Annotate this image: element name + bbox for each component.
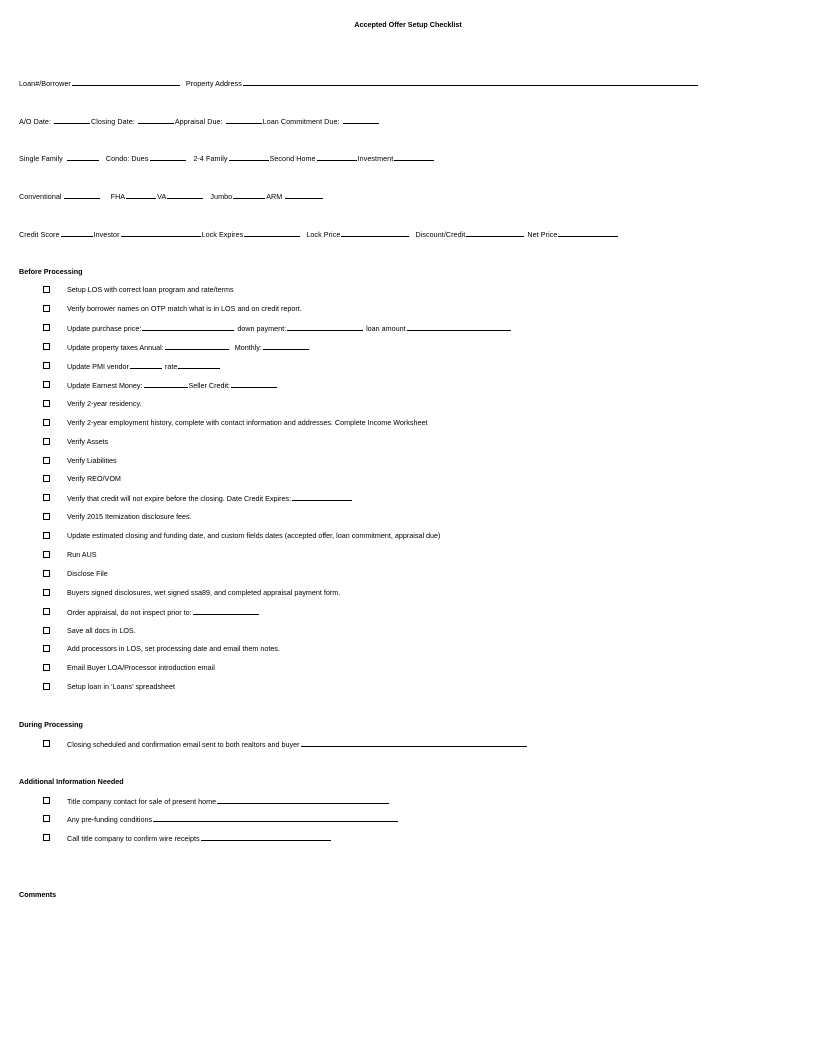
pmi-rate-label: rate: [164, 362, 178, 371]
closing-scheduled-field[interactable]: [301, 739, 527, 747]
loan-amount-label: loan amount: [366, 324, 406, 333]
checklist-item-pmi: [67, 361, 221, 371]
down-payment-label: down payment:: [237, 324, 287, 333]
pre-funding-field[interactable]: [153, 814, 398, 822]
checklist-item-closing-funding-dates: Update estimated closing and funding date, and custom fields dates (accepted offer, loan commitment, appraisal due): [67, 531, 441, 540]
seller-credit-field[interactable]: [231, 380, 277, 388]
checklist-item-order-appraisal: [67, 607, 260, 617]
order-appraisal-field[interactable]: [193, 607, 259, 615]
checkbox[interactable]: [43, 305, 50, 312]
checklist-item-update-purchase: [67, 323, 512, 333]
property-address-label: Property Address: [185, 79, 242, 88]
credit-expiry-field[interactable]: [292, 493, 352, 501]
checkbox[interactable]: [43, 419, 50, 426]
va-field[interactable]: [167, 191, 203, 199]
wire-receipts-label: Call title company to confirm wire receipts: [67, 834, 200, 843]
arm-label: ARM: [266, 192, 283, 201]
arm-field[interactable]: [285, 191, 323, 199]
checkbox[interactable]: [43, 438, 50, 445]
jumbo-label: Jumbo: [210, 192, 233, 201]
checkbox[interactable]: [43, 645, 50, 652]
condo-dues-field[interactable]: [150, 153, 186, 161]
credit-expiry-label: Verify that credit will not expire before the closing. Date Credit Expires:: [67, 494, 292, 503]
checkbox[interactable]: [43, 740, 50, 747]
earnest-money-label: Update Earnest Money:: [67, 381, 143, 390]
checkbox[interactable]: [43, 627, 50, 634]
pricing-row: [19, 229, 619, 239]
pmi-vendor-field[interactable]: [130, 361, 162, 369]
family-2-4-label: 2-4 Family: [193, 154, 228, 163]
checklist-item-run-aus: Run AUS: [67, 550, 97, 559]
single-family-label: Single Family: [19, 154, 63, 163]
discount-credit-field[interactable]: [466, 229, 524, 237]
appraisal-due-field[interactable]: [226, 116, 262, 124]
checkbox[interactable]: [43, 362, 50, 369]
lock-price-field[interactable]: [341, 229, 409, 237]
net-price-label: Net Price: [527, 230, 558, 239]
loan-borrower-label: Loan#/Borrower: [19, 79, 71, 88]
checkbox[interactable]: [43, 532, 50, 539]
down-payment-field[interactable]: [287, 323, 363, 331]
page-title: Accepted Offer Setup Checklist: [354, 20, 462, 29]
closing-date-field[interactable]: [138, 116, 174, 124]
checklist-item-residency: Verify 2-year residency.: [67, 399, 142, 408]
second-home-field[interactable]: [317, 153, 357, 161]
checklist-item-liabilities: Verify Liabilities: [67, 456, 117, 465]
checkbox[interactable]: [43, 589, 50, 596]
checklist-item-itemization: Verify 2015 Itemization disclosure fees.: [67, 512, 192, 521]
checkbox[interactable]: [43, 608, 50, 615]
title-contact-label: Title company contact for sale of present home: [67, 797, 217, 806]
checkbox[interactable]: [43, 570, 50, 577]
checkbox[interactable]: [43, 457, 50, 464]
taxes-monthly-field[interactable]: [263, 342, 309, 350]
pmi-vendor-label: Update PMI vendor: [67, 362, 129, 371]
property-type-row: [19, 153, 435, 163]
purchase-price-label: Update purchase price:: [67, 324, 142, 333]
credit-score-field[interactable]: [61, 229, 93, 237]
additional-info-heading: Additional Information Needed: [19, 777, 124, 786]
checklist-item-property-taxes: [67, 342, 310, 352]
conventional-field[interactable]: [64, 191, 100, 199]
checkbox[interactable]: [43, 381, 50, 388]
single-family-field[interactable]: [67, 153, 99, 161]
checklist-item-verify-names: Verify borrower names on OTP match what is in LOS and on credit report.: [67, 304, 302, 313]
checkbox[interactable]: [43, 286, 50, 293]
jumbo-field[interactable]: [233, 191, 265, 199]
investment-label: Investment: [357, 154, 394, 163]
checklist-item-signed-disclosures: Buyers signed disclosures, wet signed ssa89, and completed appraisal payment form.: [67, 588, 341, 597]
taxes-annual-label: Update property taxes Annual:: [67, 343, 164, 352]
checkbox[interactable]: [43, 513, 50, 520]
checklist-item-pre-funding: [67, 814, 399, 824]
checkbox[interactable]: [43, 475, 50, 482]
checkbox[interactable]: [43, 494, 50, 501]
pre-funding-label: Any pre-funding conditions: [67, 815, 153, 824]
checklist-item-setup-los: Setup LOS with correct loan program and rate/terms: [67, 285, 234, 294]
checkbox[interactable]: [43, 815, 50, 822]
wire-receipts-field[interactable]: [201, 833, 331, 841]
before-processing-heading: Before Processing: [19, 267, 83, 276]
fha-field[interactable]: [126, 191, 156, 199]
checklist-item-disclose-file: Disclose File: [67, 569, 108, 578]
investor-field[interactable]: [121, 229, 201, 237]
loan-commitment-field[interactable]: [343, 116, 379, 124]
checkbox[interactable]: [43, 324, 50, 331]
checklist-item-setup-spreadsheet: Setup loan in ‘Loans’ spreadsheet: [67, 682, 176, 691]
checklist-item-email-buyer: Email Buyer LOA/Processor introduction email: [67, 663, 215, 672]
lock-expires-label: Lock Expires: [201, 230, 244, 239]
loan-borrower-row: [19, 78, 699, 88]
loan-amount-field[interactable]: [407, 323, 511, 331]
taxes-annual-field[interactable]: [165, 342, 229, 350]
checklist-item-closing-scheduled: [67, 739, 528, 749]
family-2-4-field[interactable]: [229, 153, 269, 161]
second-home-label: Second Home: [269, 154, 316, 163]
checkbox[interactable]: [43, 400, 50, 407]
dates-row: [19, 116, 380, 126]
comments-heading: Comments: [19, 890, 57, 899]
earnest-money-field[interactable]: [144, 380, 188, 388]
lock-price-label: Lock Price: [306, 230, 341, 239]
closing-scheduled-label: Closing scheduled and confirmation email sent to both realtors and buyer: [67, 740, 300, 749]
net-price-field[interactable]: [558, 229, 618, 237]
lock-expires-field[interactable]: [244, 229, 300, 237]
during-processing-heading: During Processing: [19, 720, 83, 729]
investor-label: Investor: [93, 230, 120, 239]
checklist-item-reo-vom: Verify REO/VOM: [67, 474, 121, 483]
checklist-item-assets: Verify Assets: [67, 437, 109, 446]
condo-dues-label: Condo: Dues: [105, 154, 149, 163]
closing-date-label: Closing Date:: [91, 117, 135, 126]
taxes-monthly-label: Monthly:: [234, 343, 262, 352]
conventional-label: Conventional: [19, 192, 62, 201]
checklist-item-wire-receipts: [67, 833, 332, 843]
checkbox[interactable]: [43, 343, 50, 350]
checklist-item-add-processors: Add processors in LOS, set processing date and email them notes.: [67, 644, 280, 653]
checklist-item-credit-expiry: [67, 493, 353, 503]
loan-commitment-label: Loan Commitment Due:: [262, 117, 340, 126]
property-address-field[interactable]: [243, 78, 698, 86]
checkbox[interactable]: [43, 834, 50, 841]
va-label: VA: [157, 192, 167, 201]
checkbox[interactable]: [43, 683, 50, 690]
investment-field[interactable]: [394, 153, 434, 161]
checklist-item-save-docs: Save all docs in LOS.: [67, 626, 136, 635]
checklist-item-earnest-money: [67, 380, 278, 390]
checkbox[interactable]: [43, 551, 50, 558]
seller-credit-label: Seller Credit:: [188, 381, 231, 390]
purchase-price-field[interactable]: [142, 323, 234, 331]
pmi-rate-field[interactable]: [178, 361, 220, 369]
appraisal-due-label: Appraisal Due:: [174, 117, 223, 126]
loan-type-row: [19, 191, 324, 201]
title-contact-field[interactable]: [217, 796, 389, 804]
checkbox[interactable]: [43, 664, 50, 671]
checklist-item-employment: Verify 2-year employment history, complete with contact information and addresses. Complete Income Worksheet: [67, 418, 428, 427]
checkbox[interactable]: [43, 797, 50, 804]
checklist-item-title-contact: [67, 796, 390, 806]
credit-score-label: Credit Score: [19, 230, 60, 239]
ao-date-field[interactable]: [54, 116, 90, 124]
ao-date-label: A/O Date:: [19, 117, 52, 126]
order-appraisal-label: Order appraisal, do not inspect prior to:: [67, 608, 192, 617]
loan-borrower-field[interactable]: [72, 78, 180, 86]
fha-label: FHA: [110, 192, 126, 201]
discount-credit-label: Discount/Credit: [415, 230, 466, 239]
